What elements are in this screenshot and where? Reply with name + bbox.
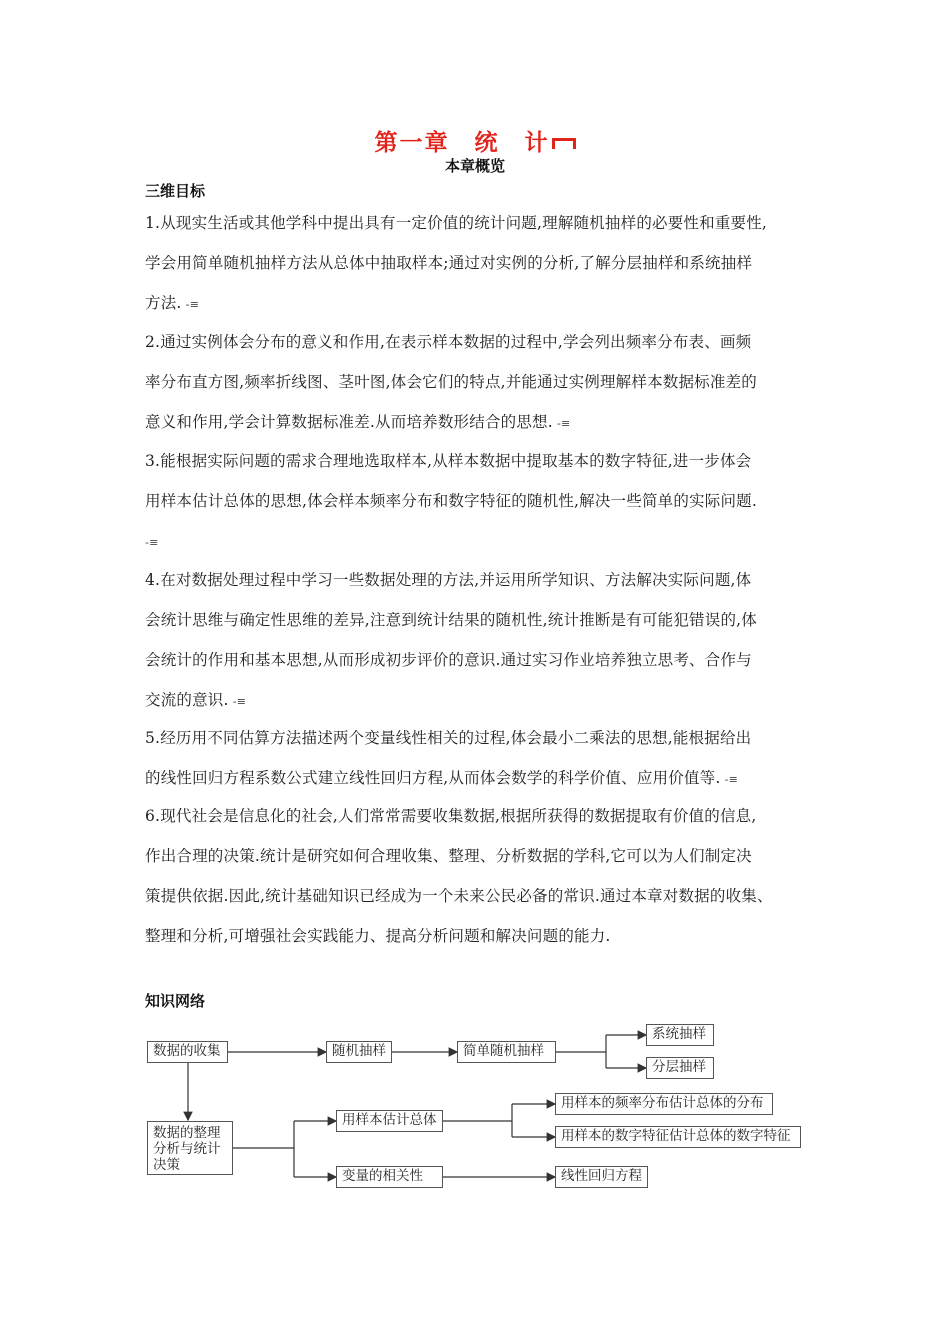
goal-item-1: 1.从现实生活或其他学科中提出具有一定价值的统计问题,理解随机抽样的必要性和重要性, 学会用简单随机抽样方法从总体中抽取样本;通过对实例的分析,了解分层抽样和系统抽样 方法. -≡ <box>145 214 768 312</box>
goal-item-5: 5.经历用不同估算方法描述两个变量线性相关的过程,体会最小二乘法的思想,能根据给出 的线性回归方程系数公式建立线性回归方程,从而体会数学的科学价值、应用价值等. -≡ <box>145 729 752 787</box>
node-systematic-sampling: 系统抽样 <box>646 1024 714 1046</box>
overview-subtitle: 本章概览 <box>444 157 505 175</box>
paragraph-end-icon: -≡ <box>556 417 571 430</box>
node-sample-estimate: 用样本估计总体 <box>336 1110 443 1132</box>
node-digital-features: 用样本的数字特征估计总体的数字特征 <box>555 1126 801 1148</box>
node-data-collection: 数据的收集 <box>147 1041 228 1063</box>
goal-item-3: 3.能根据实际问题的需求合理地选取样本,从样本数据中提取基本的数字特征,进一步体会 用样本估计总体的思想,体会样本频率分布和数字特征的随机性,解决一些简单的实际问题. -≡ <box>145 452 757 549</box>
goal-item-6: 6.现代社会是信息化的社会,人们常常需要收集数据,根据所获得的数据提取有价值的信息, 作出合理的决策.统计是研究如何合理收集、整理、分析数据的学科,它可以为人们制定决 策提供依据.因此,统计基础知识已经成为一个未来公民必备的常识.通过本章对数据的收集、 整理和分析,可增强社会实践能力、提高分析问题和解决问题的能力. <box>145 807 773 945</box>
goal-item-4: 4.在对数据处理过程中学习一些数据处理的方法,并运用所学知识、方法解决实际问题,体 会统计思维与确定性思维的差异,注意到统计结果的随机性,统计推断是有可能犯错误的,体 会统计的作用和基本思想,从而形成初步评价的意识.通过实习作业培养独立思考、合作与 交流的意识. -≡ <box>145 571 757 709</box>
network-heading: 知识网络 <box>145 992 206 1010</box>
paragraph-end-icon: -≡ <box>232 695 247 708</box>
node-frequency-distribution: 用样本的频率分布估计总体的分布 <box>555 1093 773 1115</box>
node-stratified-sampling: 分层抽样 <box>646 1057 714 1079</box>
paragraph-end-icon: -≡ <box>724 773 739 786</box>
node-random-sampling: 随机抽样 <box>326 1041 392 1063</box>
node-simple-random-sampling: 简单随机抽样 <box>457 1041 556 1063</box>
chapter-title: 第一章 统 计 <box>0 124 950 157</box>
goals-heading: 三维目标 <box>145 182 206 200</box>
node-linear-regression: 线性回归方程 <box>555 1166 648 1188</box>
paragraph-end-icon: -≡ <box>185 298 200 311</box>
paragraph-end-icon: -≡ <box>145 536 159 549</box>
goal-item-2: 2.通过实例体会分布的意义和作用,在表示样本数据的过程中,学会列出频率分布表、画频 率分布直方图,频率折线图、茎叶图,体会它们的特点,并能通过实例理解样本数据标准差的 意义和作用,学会计算数据标准差.从而培养数形结合的思想. -≡ <box>145 333 757 431</box>
node-variable-correlation: 变量的相关性 <box>336 1166 443 1188</box>
node-data-processing: 数据的整理分析与统计决策 <box>147 1121 233 1175</box>
